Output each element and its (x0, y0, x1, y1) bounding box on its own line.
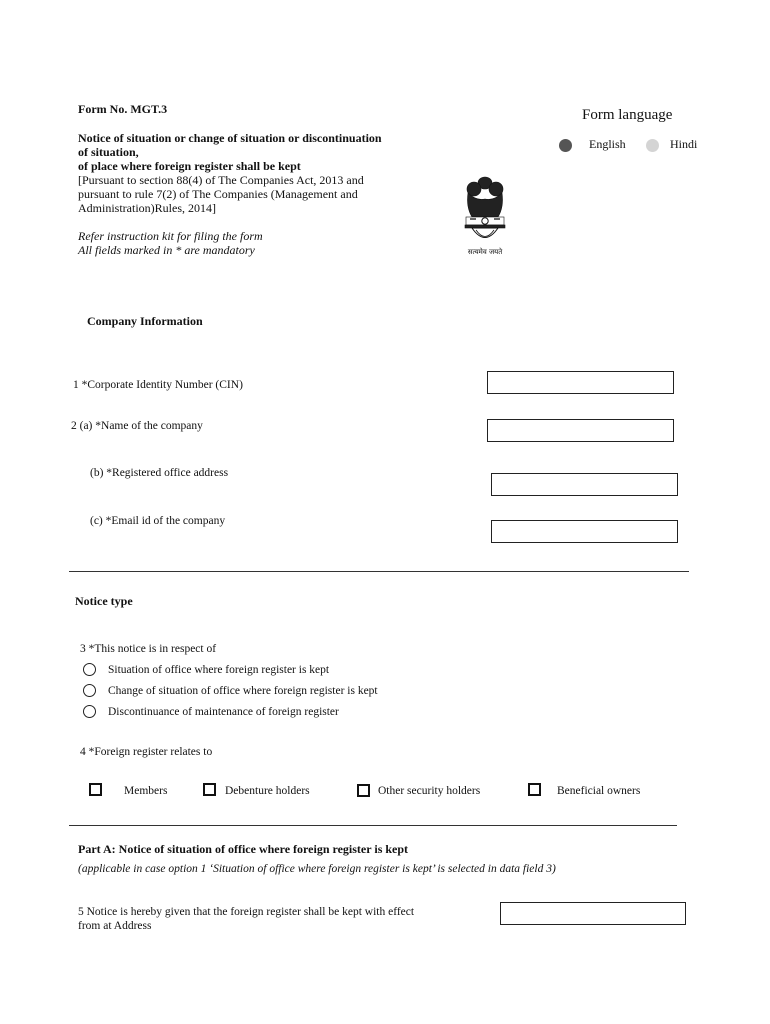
pursuant-line2: pursuant to rule 7(2) of The Companies (Management and (78, 187, 358, 201)
form-title-line2: of situation, (78, 145, 139, 159)
other-security-holders-checkbox[interactable] (357, 784, 370, 797)
form-title-line1: Notice of situation or change of situation or discontinuation (78, 131, 382, 145)
option-change-label: Change of situation of office where foreign register is kept (108, 685, 378, 697)
pursuant-line3: Administration)Rules, 2014] (78, 201, 216, 215)
national-emblem (456, 173, 514, 261)
company-name-label: 2 (a) *Name of the company (71, 420, 203, 432)
part-a-heading: Part A: Notice of situation of office where foreign register is kept (78, 842, 409, 856)
pursuant-line1: [Pursuant to section 88(4) of The Companies Act, 2013 and (78, 173, 364, 187)
instruction-line2: All fields marked in * are mandatory (78, 243, 255, 257)
register-relates-label: 4 *Foreign register relates to (80, 746, 213, 758)
email-label: (c) *Email id of the company (90, 515, 226, 527)
option-discontinuance-radio[interactable] (83, 705, 96, 718)
section-divider (69, 571, 689, 572)
language-hindi-radio[interactable] (646, 139, 659, 152)
notice-type-heading: Notice type (75, 594, 133, 608)
debenture-holders-label: Debenture holders (225, 785, 310, 797)
language-english-radio[interactable] (559, 139, 572, 152)
section-divider (69, 825, 677, 826)
notice-respect-label: 3 *This notice is in respect of (80, 643, 217, 655)
debenture-holders-checkbox[interactable] (203, 783, 216, 796)
registered-office-label: (b) *Registered office address (90, 467, 229, 479)
beneficial-owners-checkbox[interactable] (528, 783, 541, 796)
other-security-holders-label: Other security holders (378, 785, 481, 797)
cin-input[interactable] (487, 371, 674, 394)
language-hindi-label: Hindi (670, 137, 698, 151)
option-situation-label: Situation of office where foreign register is kept (108, 664, 330, 676)
option-discontinuance-label: Discontinuance of maintenance of foreign register (108, 706, 339, 718)
lion-capital-icon (456, 173, 514, 251)
members-label: Members (124, 785, 168, 797)
notice-given-line1: 5 Notice is hereby given that the foreign register shall be kept with effect (78, 906, 415, 918)
language-english-label: English (589, 137, 626, 151)
cin-label: 1 *Corporate Identity Number (CIN) (73, 379, 243, 391)
company-info-heading: Company Information (87, 314, 203, 328)
emblem-caption: सत्यमेव जयते (467, 248, 503, 256)
part-a-note: (applicable in case option 1 ‘Situation of office where foreign register is kept’ is selected in data field 3) (78, 863, 556, 875)
effective-date-input[interactable] (500, 902, 686, 925)
instruction-line1: Refer instruction kit for filing the form (78, 229, 263, 243)
members-checkbox[interactable] (89, 783, 102, 796)
form-title-line3: of place where foreign register shall be kept (78, 159, 301, 173)
company-name-input[interactable] (487, 419, 674, 442)
option-situation-radio[interactable] (83, 663, 96, 676)
form-language-label: Form language (582, 107, 673, 123)
option-change-radio[interactable] (83, 684, 96, 697)
beneficial-owners-label: Beneficial owners (557, 785, 641, 797)
email-input[interactable] (491, 520, 678, 543)
form-number: Form No. MGT.3 (78, 102, 168, 116)
notice-given-line2: from at Address (78, 920, 152, 932)
registered-office-input[interactable] (491, 473, 678, 496)
